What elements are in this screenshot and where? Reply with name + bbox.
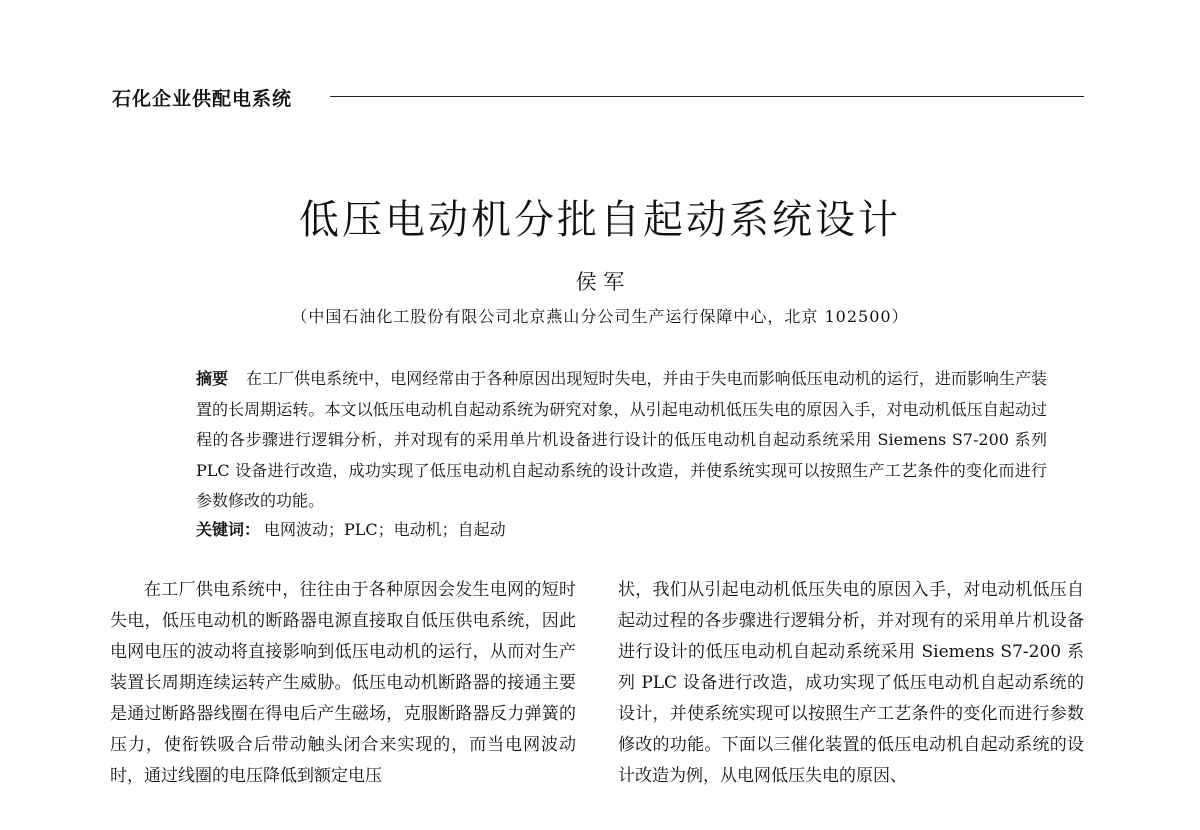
journal-header: 石化企业供配电系统 [112,88,293,110]
author-affiliation: （中国石油化工股份有限公司北京燕山分公司生产运行保障中心，北京 102500） [291,307,909,326]
abstract [152,364,1047,517]
header-rule [330,96,1084,97]
body-right-column: 状，我们从引起电动机低压失电的原因入手，对电动机低压自起动过程的各步骤进行逻辑分析，并对现有的采用单片机设备进行设计的低压电动机自起动系统采用 Siemens S7-200 系列 PLC 设备进行改造，成功实现了低压电动机自起动系统的设计，并使系统实现可以按照生产工艺条件的变化而进行参数修改的功能。下面以三催化装置的低压电动机自起动系统的设计改造为例，从电网低压失电的原因、 [618,580,1084,786]
keywords-label: 关键词： [196,520,261,539]
keywords-text: 电网波动；PLC；电动机；自起动 [264,520,506,539]
keywords [196,517,506,540]
abstract-text: 在工厂供电系统中，电网经常由于各种原因出现短时失电，并由于失电而影响低压电动机的运行，进而影响生产装置的长周期运转。本文以低压电动机自起动系统为研究对象，从引起电动机低压失电的原因入手，对电动机低压自起动过程的各步骤进行逻辑分析，并对现有的采用单片机设备进行设计的低压电动机自起动系统采用 Siemens S7-200 系列 PLC 设备进行改造，成功实现了低压电动机自起动系统的设计改造，并使系统实现可以按照生产工艺条件的变化而进行参数修改的功能。 [196,369,1047,510]
abstract-label: 摘要 [196,369,229,388]
article-title: 低压电动机分批自起动系统设计 [299,197,901,243]
author-name: 侯 军 [575,270,625,294]
body-left-column: 在工厂供电系统中，往往由于各种原因会发生电网的短时失电，低压电动机的断路器电源直接取自低压供电系统，因此电网电压的波动将直接影响到低压电动机的运行，从而对生产装置长周期连续运转产生威胁。低压电动机断路器的接通主要是通过断路器线圈在得电后产生磁场，克服断路器反力弹簧的压力，使衔铁吸合后带动触头闭合来实现的，而当电网波动时，通过线圈的电压降低到额定电压 [110,580,576,786]
